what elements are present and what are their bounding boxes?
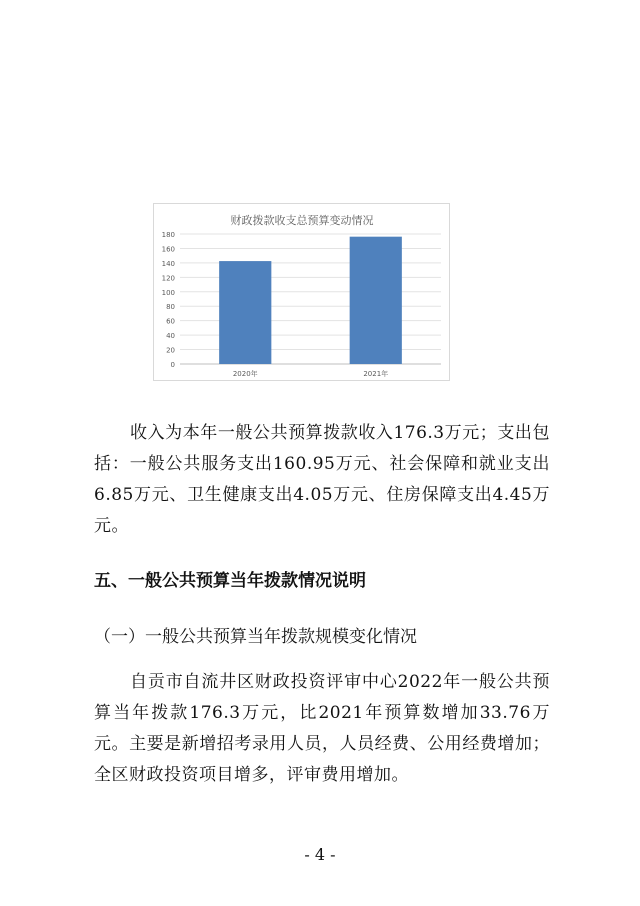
page-number: - 4 - [304,845,336,864]
y-tick-label: 20 [166,346,175,355]
income-expenditure-paragraph: 收入为本年一般公共预算拨款收入176.3万元；支出包括：一般公共服务支出160.95万元、社会保障和就业支出6.85万元、卫生健康支出4.05万元、住房保障支出4.45万元。 [94,423,550,536]
y-tick-label: 120 [161,274,175,283]
subsection-one-heading: （一）一般公共预算当年拨款规模变化情况 [94,627,417,647]
bar-2020年 [219,261,271,364]
chart-canvas [154,204,449,380]
y-tick-label: 180 [161,231,175,239]
bar-2021年 [350,237,402,364]
chart-title: 财政拨款收支总预算变动情况 [230,214,374,227]
y-tick-label: 160 [161,245,175,254]
x-tick-label: 2021年 [363,370,389,378]
x-tick-label: 2020年 [232,370,258,378]
y-tick-label: 40 [166,332,175,341]
y-tick-label: 80 [166,303,175,312]
section-five-heading: 五、一般公共预算当年拨款情况说明 [94,571,366,591]
appropriation-paragraph: 自贡市自流井区财政投资评审中心2022年一般公共预算当年拨款176.3万元，比2021年预算数增加33.76万元。主要是新增招考录用人员，人员经费、公用经费增加；全区财政投资项目增多，评审费用增加。 [94,672,550,785]
y-tick-label: 140 [161,259,175,268]
budget-change-chart [153,203,450,381]
y-tick-label: 100 [161,288,175,297]
y-tick-label: 0 [170,361,175,369]
y-tick-label: 60 [166,317,175,326]
